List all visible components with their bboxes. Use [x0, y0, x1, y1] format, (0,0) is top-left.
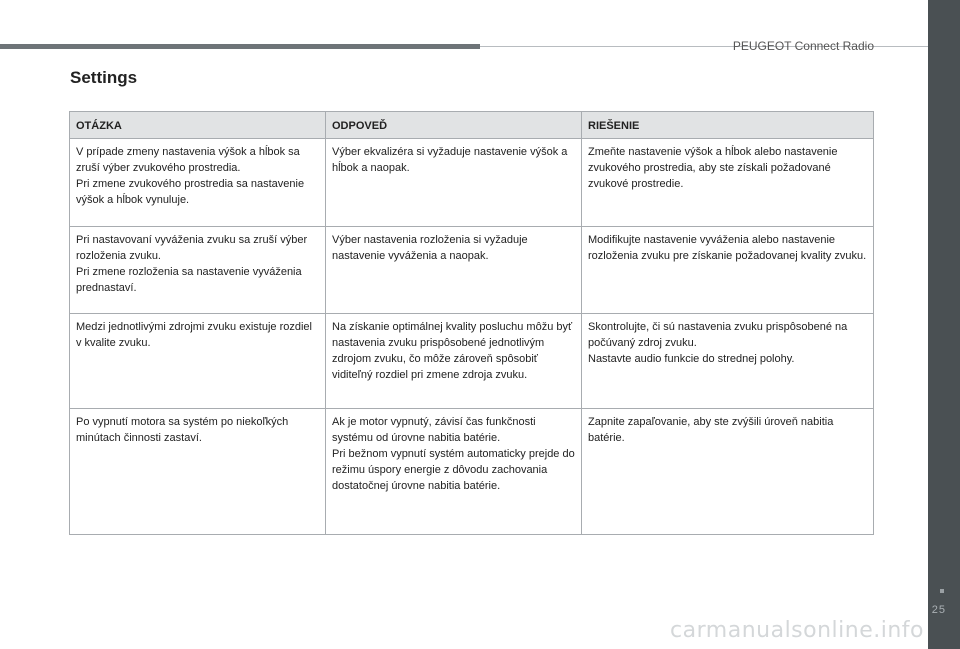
cell-solution: Modifikujte nastavenie vyváženia alebo nastavenie rozloženia zvuku pre získanie požadovanej kvality zvuku. [582, 227, 874, 314]
cell-question: Medzi jednotlivými zdrojmi zvuku existuje rozdiel v kvalite zvuku. [70, 314, 326, 409]
faq-table [69, 111, 874, 535]
cell-solution: Zapnite zapaľovanie, aby ste zvýšili úroveň nabitia batérie. [582, 409, 874, 535]
cell-answer: Výber ekvalizéra si vyžaduje nastavenie výšok a hĺbok a naopak. [326, 139, 582, 227]
cell-question: Pri nastavovaní vyváženia zvuku sa zruší výber rozloženia zvuku. Pri zmene rozloženia sa nastavenie vyváženia prednastaví. [70, 227, 326, 314]
header-brand: PEUGEOT Connect Radio [732, 39, 874, 53]
table-header-row [70, 112, 874, 139]
page-title: Settings [70, 68, 138, 87]
cell-question: V prípade zmeny nastavenia výšok a hĺbok sa zruší výber zvukového prostredia. Pri zmene zvukového prostredia sa nastavenie výšok a hĺbok vynuluje. [70, 139, 326, 227]
table-row [70, 409, 874, 535]
cell-solution: Zmeňte nastavenie výšok a hĺbok alebo nastavenie zvukového prostredia, aby ste získali požadované zvukové prostredie. [582, 139, 874, 227]
table-row [70, 314, 874, 409]
cell-answer: Ak je motor vypnutý, závisí čas funkčnosti systému od úrovne nabitia batérie. Pri bežnom vypnutí systém automaticky prejde do režimu úspory energie z dôvodu zachovania dostatočnej úrovne nabitia batérie. [326, 409, 582, 535]
side-bar [928, 0, 960, 649]
table-row [70, 139, 874, 227]
side-marker-icon [940, 589, 944, 593]
page-number: 25 [931, 604, 946, 616]
cell-answer: Výber nastavenia rozloženia si vyžaduje nastavenie vyváženia a naopak. [326, 227, 582, 314]
column-header-question: OTÁZKA [70, 112, 326, 139]
column-header-answer: ODPOVEĎ [326, 112, 582, 139]
cell-answer: Na získanie optimálnej kvality posluchu môžu byť nastavenia zvuku prispôsobené jednotlivým zdrojom zvuku, čo môže zároveň spôsobiť viditeľný rozdiel pri zmene zdroja zvuku. [326, 314, 582, 409]
header-rule-dark [0, 44, 480, 49]
column-header-solution: RIEŠENIE [582, 112, 874, 139]
cell-solution: Skontrolujte, či sú nastavenia zvuku prispôsobené na počúvaný zdroj zvuku. Nastavte audio funkcie do strednej polohy. [582, 314, 874, 409]
table-row [70, 227, 874, 314]
cell-question: Po vypnutí motora sa systém po niekoľkých minútach činnosti zastaví. [70, 409, 326, 535]
watermark: carmanualsonline.info [670, 618, 924, 643]
